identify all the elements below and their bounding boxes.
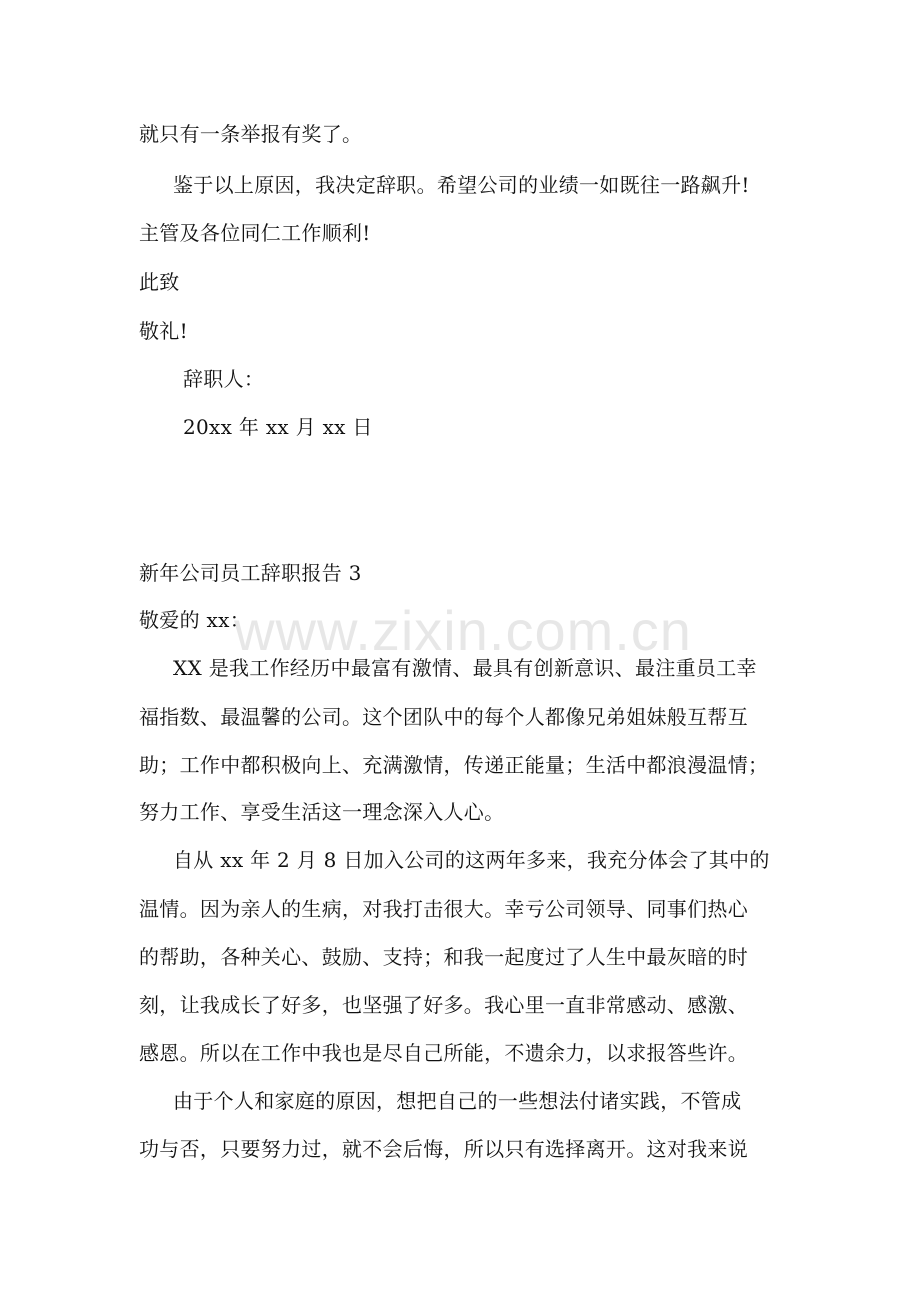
wishes-line: 主管及各位同仁工作顺利! — [139, 221, 371, 245]
closing-text-line: 就只有一条举报有奖了。 — [139, 122, 363, 146]
letter-salutation: 敬爱的 xx： — [139, 608, 251, 632]
section-title: 新年公司员工辞职报告 3 — [139, 561, 362, 585]
paragraph-line: 功与否，只要努力过，就不会后悔，所以只有选择离开。这对我来说 — [139, 1137, 748, 1161]
paragraph-line: 温情。因为亲人的生病，对我打击很大。幸亏公司领导、同事们热心 — [139, 897, 748, 921]
paragraph-line: 努力工作、享受生活这一理念深入人心。 — [139, 800, 505, 824]
paragraph-line: 的帮助，各种关心、鼓励、支持；和我一起度过了人生中最灰暗的时 — [139, 945, 748, 969]
paragraph-line: 福指数、最温馨的公司。这个团队中的每个人都像兄弟姐妹般互帮互 — [139, 705, 748, 729]
paragraph-line: 助；工作中都积极向上、充满激情，传递正能量；生活中都浪漫温情； — [139, 753, 769, 777]
salutation-cizhi: 此致 — [139, 270, 180, 294]
paragraph-line: 自从 xx 年 2 月 8 日加入公司的这两年多来，我充分体会了其中的 — [173, 848, 770, 872]
decision-line: 鉴于以上原因，我决定辞职。希望公司的业绩一如既往一路飙升! — [173, 173, 750, 197]
salutation-jingli: 敬礼! — [139, 319, 188, 343]
paragraph-line: XX 是我工作经历中最富有激情、最具有创新意识、最注重员工幸 — [173, 656, 757, 680]
watermark: www.zixin.com.cn — [234, 599, 692, 662]
signature-date: 20xx 年 xx 月 xx 日 — [183, 415, 373, 439]
paragraph-line: 由于个人和家庭的原因，想把自己的一些想法付诸实践，不管成 — [173, 1089, 742, 1113]
paragraph-line: 感恩。所以在工作中我也是尽自己所能，不遗余力，以求报答些许。 — [139, 1041, 748, 1065]
paragraph-line: 刻，让我成长了好多，也坚强了好多。我心里一直非常感动、感激、 — [139, 993, 748, 1017]
signature-label: 辞职人： — [183, 367, 265, 391]
